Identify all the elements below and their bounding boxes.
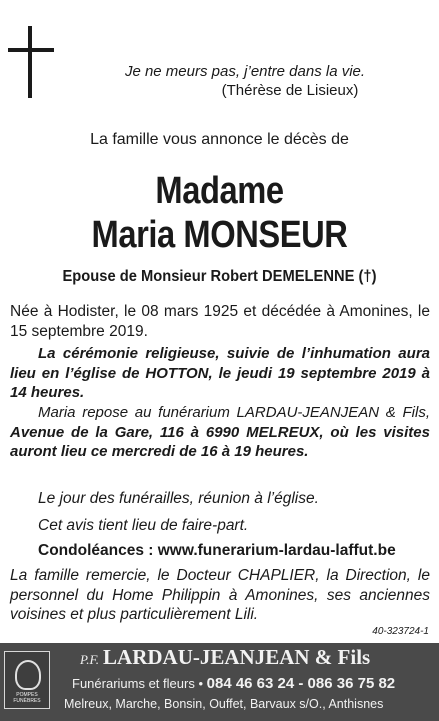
condolences-line (10, 541, 430, 561)
repose-text-a: Maria repose au funérarium LARDAU-JEANJEAN & Fils, (38, 404, 430, 421)
firm-title: LARDAU-JEANJEAN & Fils (103, 645, 371, 669)
reunion-paragraph (10, 489, 430, 509)
ceremony-text: La cérémonie religieuse, suivie de l’inhumation aura lieu en l’église de HOTTON, le jeudi 19 septembre 2019 à 14 heures. (10, 345, 430, 401)
deceased-title: Madame (155, 170, 284, 212)
faire-part-paragraph (10, 516, 430, 536)
condolences-url[interactable]: www.funerarium-lardau-laffut.be (157, 542, 396, 559)
logo-text: POMPES FUNÈBRES (13, 692, 41, 704)
faire-part-text: Cet avis tient lieu de faire-part. (38, 517, 249, 534)
cross-icon (8, 26, 54, 98)
repose-text-b: Avenue de la Gare, 116 à 6990 MELREUX, où les visites auront lieu ce mercredi de 16 à 19 heures. (10, 423, 430, 460)
locations-line: Melreux, Marche, Bonsin, Ouffet, Barvaux s/O., Anthisnes (64, 697, 384, 711)
deceased-name: Maria MONSEUR (91, 214, 348, 256)
firm-name (80, 645, 370, 670)
firm-prefix: P.F. (80, 652, 100, 667)
reference-number: 40-323724-1 (372, 626, 429, 637)
reunion-text: Le jour des funérailles, réunion à l’église. (38, 490, 319, 507)
phone-numbers: 084 46 63 24 - 086 36 75 82 (206, 675, 396, 692)
repose-paragraph (10, 403, 430, 462)
birth-death-paragraph: Née à Hodister, le 08 mars 1925 et décédée à Amonines, le 15 septembre 2019. (10, 303, 430, 340)
condolences-label: Condoléances : (38, 542, 154, 559)
services-text: Funérariums et fleurs (72, 676, 195, 691)
funeral-home-banner (0, 643, 439, 721)
spouse-line: Epouse de Monsieur Robert DEMELENNE (†) (62, 268, 377, 285)
quote-text: Je ne meurs pas, j’entre dans la vie. (124, 63, 366, 80)
announcement-text: La famille vous annonce le décès de (90, 131, 349, 148)
bullet-separator: • (198, 676, 204, 691)
funeral-home-logo (4, 651, 50, 709)
quote-author: (Thérèse de Lisieux) (221, 82, 359, 99)
thanks-paragraph: La famille remercie, le Docteur CHAPLIER, la Direction, le personnel du Home Philippin à Amonines, ses anciennes voisines et plus particulièrement Lili. (10, 567, 430, 623)
epigraph-quote (80, 62, 410, 100)
ceremony-paragraph (10, 344, 430, 403)
services-line (72, 675, 395, 692)
